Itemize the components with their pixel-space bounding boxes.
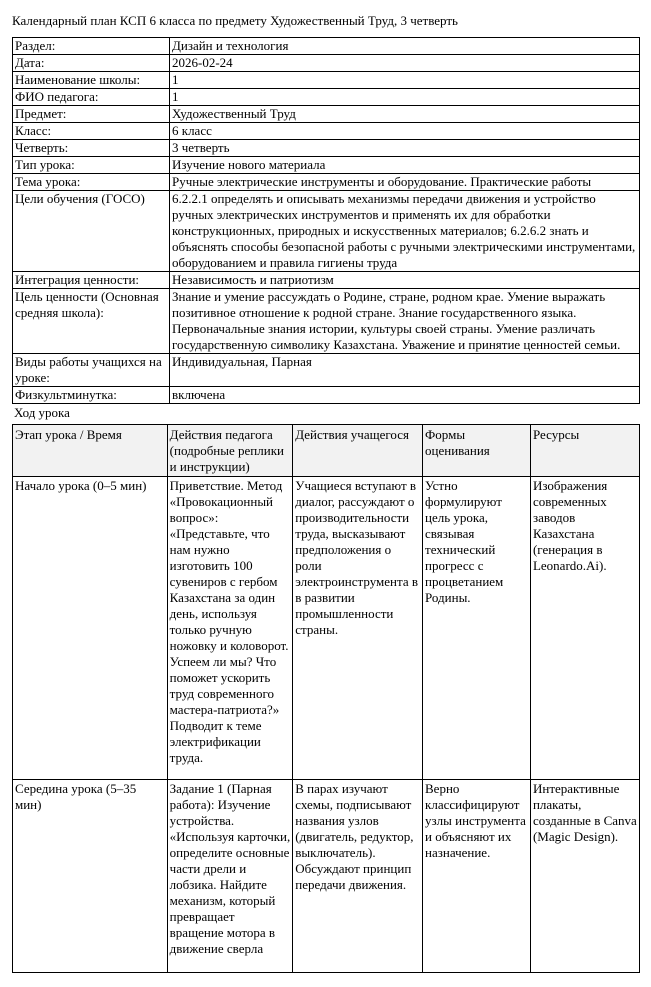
cell-assessment: Верно классифицируют узлы инструмента и объясняют их назначение. bbox=[423, 780, 531, 973]
info-key: Интеграция ценности: bbox=[13, 272, 170, 289]
cell-student-actions: В парах изучают схемы, подписывают названия узлов (двигатель, редуктор, выключатель). Обсуждают принцип передачи движения. bbox=[293, 780, 423, 973]
info-value: 3 четверть bbox=[170, 140, 640, 157]
info-row-topic bbox=[13, 174, 640, 191]
info-value: 1 bbox=[170, 89, 640, 106]
info-key: Физкультминутка: bbox=[13, 387, 170, 404]
info-key: Тема урока: bbox=[13, 174, 170, 191]
info-value: Индивидуальная, Парная bbox=[170, 354, 640, 387]
cell-teacher-actions: Приветствие. Метод «Провокационный вопрос»: «Представьте, что нам нужно изготовить 100 сувениров с гербом Казахстана за один день, используя только ручную ножовку и коловорот. Успеем ли мы? Что поможет ускорить труд современного мастера-патриота?» Подводит к теме электрификации труда. bbox=[167, 477, 293, 780]
info-key: Тип урока: bbox=[13, 157, 170, 174]
info-value: Ручные электрические инструменты и оборудование. Практические работы bbox=[170, 174, 640, 191]
lesson-flow-heading: Ход урока bbox=[14, 405, 70, 420]
table-row bbox=[13, 477, 640, 780]
cell-stage: Начало урока (0–5 мин) bbox=[13, 477, 168, 780]
table-row bbox=[13, 780, 640, 973]
info-key: Наименование школы: bbox=[13, 72, 170, 89]
info-key: Предмет: bbox=[13, 106, 170, 123]
info-value: включена bbox=[170, 387, 640, 404]
header-student-actions: Действия учащегося bbox=[293, 425, 423, 477]
header-assessment: Формы оценивания bbox=[423, 425, 531, 477]
info-row-work-types bbox=[13, 354, 640, 387]
info-key: Цель ценности (Основная средняя школа): bbox=[13, 289, 170, 354]
info-row-teacher bbox=[13, 89, 640, 106]
cell-resources: Интерактивные плакаты, созданные в Canva (Magic Design). bbox=[530, 780, 639, 973]
cell-teacher-actions: Задание 1 (Парная работа): Изучение устройства. «Используя карточки, определите основные части дрели и лобзика. Найдите механизм, который превращает вращение мотора в движение сверла bbox=[167, 780, 293, 973]
document bbox=[12, 13, 640, 973]
info-row-grade bbox=[13, 123, 640, 140]
info-value: 2026-02-24 bbox=[170, 55, 640, 72]
header-resources: Ресурсы bbox=[530, 425, 639, 477]
document-title: Календарный план КСП 6 класса по предмету Художественный Труд, 3 четверть bbox=[12, 13, 458, 28]
info-value: Дизайн и технология bbox=[170, 38, 640, 55]
info-key: Цели обучения (ГОСО) bbox=[13, 191, 170, 272]
info-row-section bbox=[13, 38, 640, 55]
header-stage: Этап урока / Время bbox=[13, 425, 168, 477]
info-row-school bbox=[13, 72, 640, 89]
header-teacher-actions: Действия педагога (подробные реплики и инструкции) bbox=[167, 425, 293, 477]
cell-resources: Изображения современных заводов Казахстана (генерация в Leonardo.Ai). bbox=[530, 477, 639, 780]
info-key: Четверть: bbox=[13, 140, 170, 157]
lesson-header-row bbox=[13, 425, 640, 477]
info-key: Раздел: bbox=[13, 38, 170, 55]
info-value: Художественный Труд bbox=[170, 106, 640, 123]
cell-student-actions: Учащиеся вступают в диалог, рассуждают о производительности труда, высказывают предположения о роли электроинструмента в в развитии промышленности страны. bbox=[293, 477, 423, 780]
info-value: 6.2.2.1 определять и описывать механизмы передачи движения и устройство ручных электрических инструментов и применять их для обработки конструкционных, природных и искусственных материалов; 6.2.6.2 знать и объяснять способы безопасной работы с ручными электрическими инструментами, оборудованием и правила гигиены труда bbox=[170, 191, 640, 272]
info-row-lesson-type bbox=[13, 157, 640, 174]
lesson-flow-table bbox=[12, 424, 640, 973]
info-key: Дата: bbox=[13, 55, 170, 72]
lesson-info-table bbox=[12, 37, 640, 404]
info-row-date bbox=[13, 55, 640, 72]
info-key: Виды работы учащихся на уроке: bbox=[13, 354, 170, 387]
info-key: Класс: bbox=[13, 123, 170, 140]
info-row-quarter bbox=[13, 140, 640, 157]
info-value: Независимость и патриотизм bbox=[170, 272, 640, 289]
info-row-exercise-break bbox=[13, 387, 640, 404]
info-value: Изучение нового материала bbox=[170, 157, 640, 174]
info-key: ФИО педагога: bbox=[13, 89, 170, 106]
info-row-subject bbox=[13, 106, 640, 123]
cell-stage: Середина урока (5–35 мин) bbox=[13, 780, 168, 973]
info-value: 6 класс bbox=[170, 123, 640, 140]
cell-assessment: Устно формулируют цель урока, связывая технический прогресс с процветанием Родины. bbox=[423, 477, 531, 780]
info-value: Знание и умение рассуждать о Родине, стране, родном крае. Умение выражать позитивное отношение к родной стране. Знание государственного языка. Первоначальные знания истории, культуры своей страны. Умение различать государственную символику Казахстана. Уважение и принятие ценностей семьи. bbox=[170, 289, 640, 354]
info-row-value-integration bbox=[13, 272, 640, 289]
info-row-learning-goals bbox=[13, 191, 640, 272]
info-value: 1 bbox=[170, 72, 640, 89]
info-row-value-goal bbox=[13, 289, 640, 354]
